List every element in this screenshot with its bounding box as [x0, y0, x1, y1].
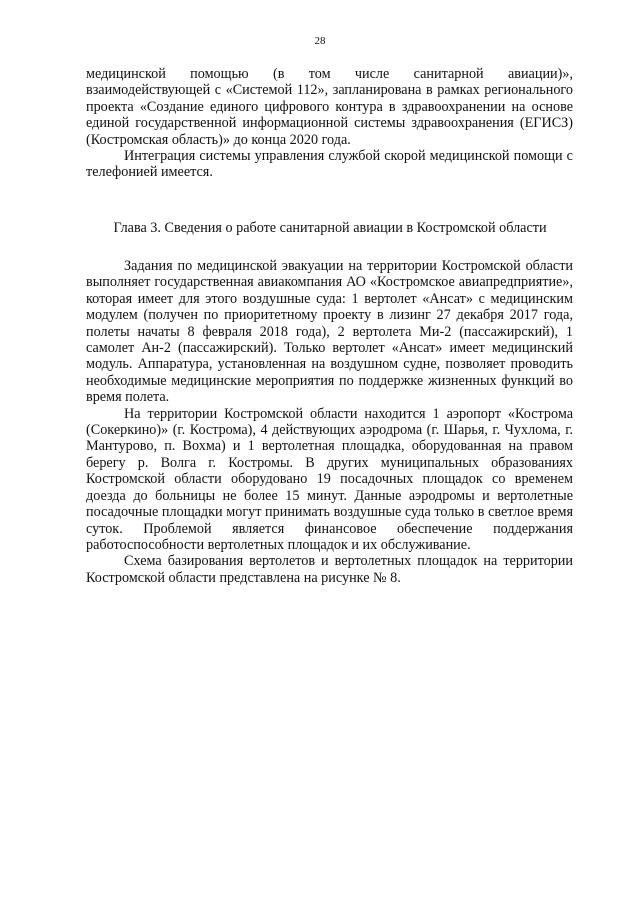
page-number: 28 [314, 35, 326, 47]
paragraph-figure-reference: Схема базирования вертолетов и вертолетных площадок на территории Костромской области представлена на рисунке № 8. [86, 553, 573, 586]
paragraph-continuation: медицинской помощью (в том числе санитарной авиации)», взаимодействующей с «Системой 112», запланирована в рамках регионального проекта «Создание единого цифрового контура в здравоохранении на основе единой государственной информационной системы здравоохранения (ЕГИСЗ) (Костромская область)» до конца 2020 года. [86, 66, 573, 148]
intro-section [86, 66, 573, 181]
chapter-body [86, 258, 573, 586]
paragraph-airfields: На территории Костромской области находится 1 аэропорт «Кострома (Сокеркино)» (г. Кострома), 4 действующих аэродрома (г. Шарья, г. Чухлома, г. Мантурово, п. Вохма) и 1 вертолетная площадка, оборудованная на правом берегу р. Волга г. Костромы. В других муниципальных образованиях Костромской области оборудовано 19 посадочных площадок со временем доезда до больницы не более 15 минут. Данные аэродромы и вертолетные посадочные площадки могут принимать воздушные суда только в светлое время суток. Проблемой является финансовое обеспечение поддержания работоспособности вертолетных площадок и их обслуживание. [86, 405, 573, 553]
paragraph-telephony-integration: Интеграция системы управления службой скорой медицинской помощи с телефонией имеется. [86, 148, 573, 181]
chapter-heading: Глава 3. Сведения о работе санитарной авиации в Костромской области [113, 220, 547, 236]
paragraph-evacuation-tasks: Задания по медицинской эвакуации на территории Костромской области выполняет государственная авиакомпания АО «Костромское авиапредприятие», которая имеет для этого воздушные суда: 1 вертолет «Ансат» с медицинским модулем (получен по приоритетному проекту в лизинг 27 декабря 2017 года, полеты начаты 8 февраля 2018 года), 2 вертолета Ми-2 (пассажирский), 1 самолет Ан-2 (пассажирский). Только вертолет «Ансат» имеет медицинский модуль. Аппаратура, установленная на воздушном судне, позволяет проводить необходимые медицинские мероприятия по поддержке жизненных функций во время полета. [86, 258, 573, 406]
